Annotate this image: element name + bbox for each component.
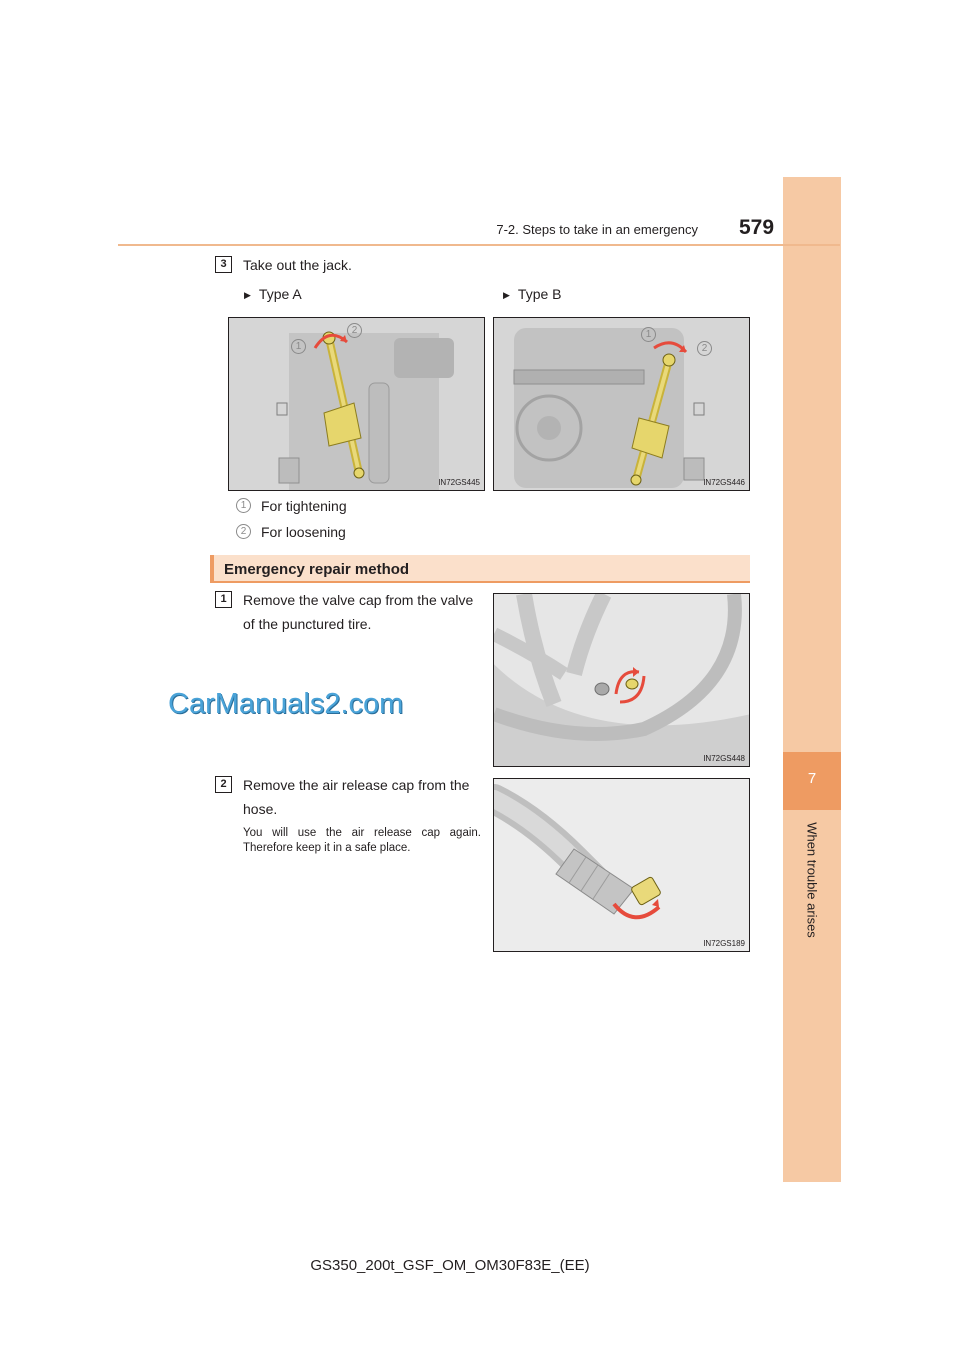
step-1-text: Remove the valve cap from the valve of the punctured tire. [243,592,474,632]
legend-1-text: For tightening [261,498,347,514]
section-header [210,555,750,583]
callout-2-type-a: 2 [347,323,362,338]
watermark-logo: CarManuals2.com [168,688,404,720]
jack-type-a-illustration [229,318,485,491]
callout-1-type-a: 1 [291,339,306,354]
chapter-number: 7 [807,770,817,787]
air-release-cap-figure [493,778,750,952]
valve-cap-figure [493,593,750,767]
legend-2-number: 2 [236,524,251,539]
jack-type-b-figure [493,317,750,491]
callout-2-type-b: 2 [697,341,712,356]
wheel-valve-illustration [494,594,750,767]
jack-type-a-figure [228,317,485,491]
step-2-badge: 2 [215,776,232,793]
type-a-label: ▶ Type A [244,286,302,302]
callout-1-type-b: 1 [641,327,656,342]
chapter-title: When trouble arises [804,822,820,938]
step-2-note: You will use the air release cap again. Therefore keep it in a safe place. [243,827,481,854]
figure-hose-code: IN72GS189 [703,939,745,948]
triangle-bullet-icon: ▶ [503,290,510,300]
hose-illustration [494,779,750,952]
page-number: 579 [739,216,775,239]
triangle-bullet-icon: ▶ [244,290,251,300]
legend-1-number: 1 [236,498,251,513]
legend-2-text: For loosening [261,524,346,540]
figure-valve-code: IN72GS448 [703,754,745,763]
jack-type-b-illustration [494,318,750,491]
chapter-side-tab [783,177,841,1182]
step-1-badge: 1 [215,591,232,608]
figure-b-code: IN72GS446 [703,478,745,487]
section-title: Emergency repair method [224,561,410,578]
type-b-label: ▶ Type B [503,286,562,302]
chapter-number-box [783,752,841,810]
step-3-badge: 3 [215,256,232,273]
section-header-title: 7-2. Steps to take in an emergency [496,222,698,237]
step-2-text: Remove the air release cap from the hose. [243,777,470,817]
figure-a-code: IN72GS445 [438,478,480,487]
step-3-text: Take out the jack. [243,257,352,273]
footer-document-code: GS350_200t_GSF_OM_OM30F83E_(EE) [310,1257,590,1274]
header-rule [118,244,840,246]
